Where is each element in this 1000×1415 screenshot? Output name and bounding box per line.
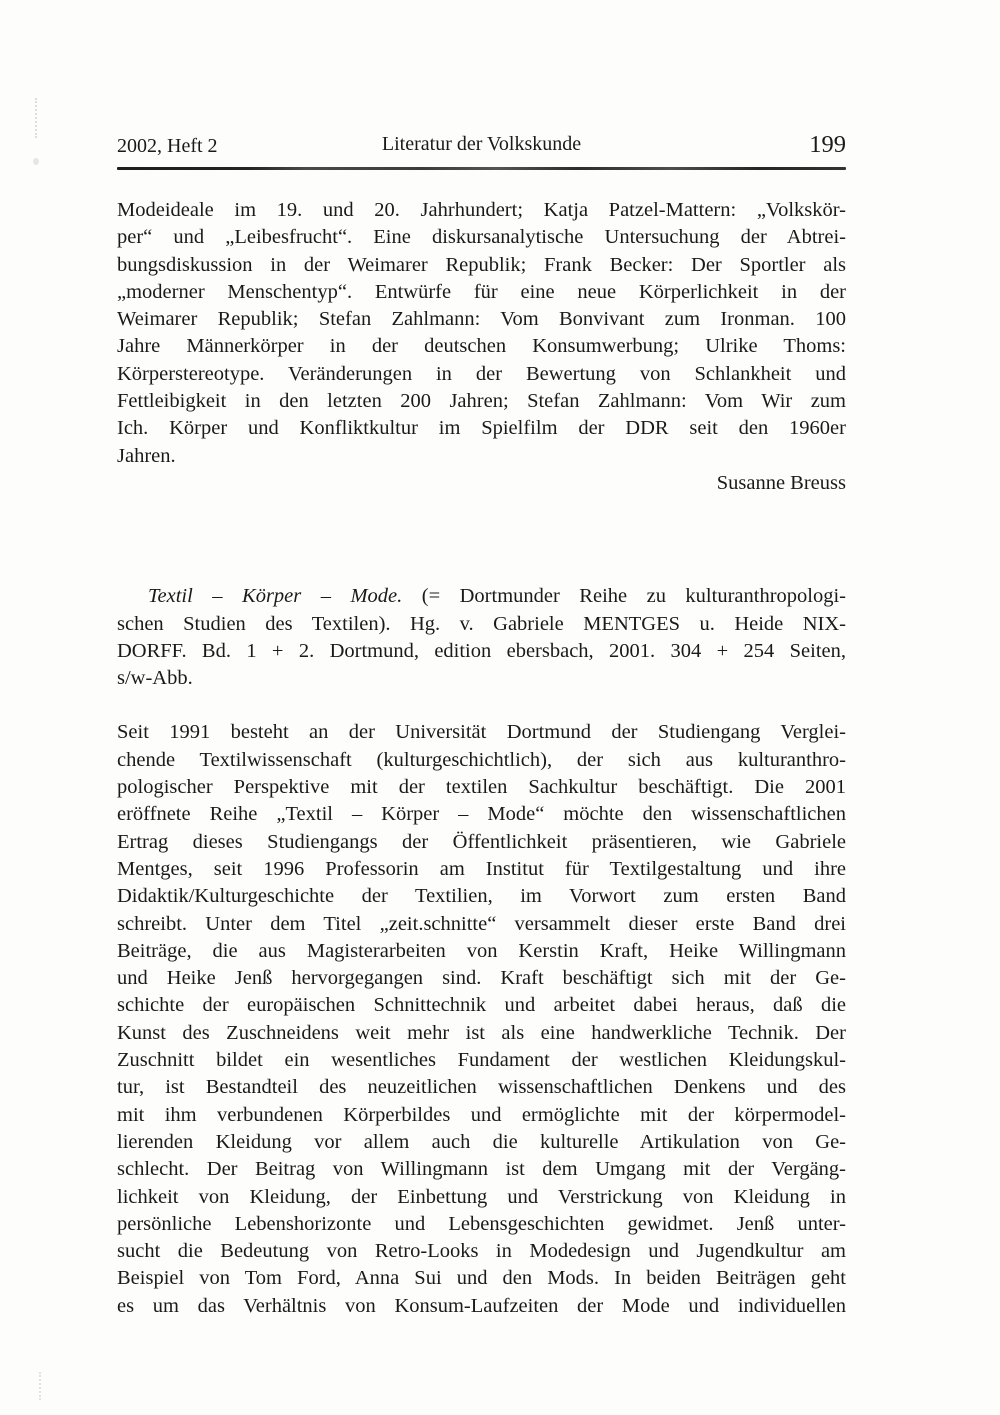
running-title: Literatur der Volkskunde <box>381 133 582 155</box>
book-citation <box>117 583 846 692</box>
text-line: Fettleibigkeit in den letzten 200 Jahren; Stefan Zahlmann: Vom Wir zum <box>117 390 846 413</box>
citation-line: DORFF. Bd. 1 + 2. Dortmund, edition ebersbach, 2001. 304 + 254 Seiten, <box>117 639 846 662</box>
citation-line: schen Studien des Textilen). Hg. v. Gabriele MENTGES u. Heide NIX- <box>117 612 846 635</box>
text-line: Ich. Körper und Konfliktkultur im Spielfilm der DDR seit den 1960er <box>117 417 846 440</box>
text-line: und Heike Jenß hervorgegangen sind. Kraft beschäftigt sich mit der Ge- <box>117 967 846 990</box>
text-line: schlecht. Der Beitrag von Willingmann ist dem Umgang mit der Vergäng- <box>117 1158 846 1181</box>
page-number: 199 <box>809 131 846 158</box>
text-line: lichkeit von Kleidung, der Einbettung und Verstrickung von Kleidung in <box>117 1185 846 1208</box>
text-line: Jahre Männerkörper in der deutschen Konsumwerbung; Ulrike Thoms: <box>117 335 846 358</box>
scan-artifact <box>39 1372 41 1400</box>
scan-artifact <box>33 158 39 165</box>
book-title: Textil – Körper – Mode. <box>148 585 403 608</box>
text-line: Zuschnitt bildet ein wesentliches Fundament der westlichen Kleidungskul- <box>117 1049 846 1072</box>
text-line: bungsdiskussion in der Weimarer Republik; Frank Becker: Der Sportler als <box>117 253 846 276</box>
journal-issue: 2002, Heft 2 <box>117 135 218 157</box>
text-line: mit ihm verbundenen Körperbildes und ermöglichte mit der körpermodel- <box>117 1103 846 1126</box>
text-line: persönliche Lebenshorizonte und Lebensgeschichten gewidmet. Jenß unter- <box>117 1212 846 1235</box>
text-line: eröffnete Reihe „Textil – Körper – Mode“ möchte den wissenschaftlichen <box>117 803 846 826</box>
citation-rest-lines <box>117 611 846 693</box>
page-header <box>117 133 846 158</box>
review-body-paragraph <box>117 719 846 1320</box>
citation-first-line <box>117 583 846 610</box>
text-line: Beispiel von Tom Ford, Anna Sui und den Mods. In beiden Beiträgen geht <box>117 1267 846 1290</box>
text-line: „moderner Menschentyp“. Entwürfe für eine neue Körperlichkeit in der <box>117 280 846 303</box>
text-line: sucht die Bedeutung von Retro-Looks in Modedesign und Jugendkultur am <box>117 1240 846 1263</box>
text-line: Didaktik/Kulturgeschichte der Textilien, im Vorwort zum ersten Band <box>117 885 846 908</box>
text-line: Körperstereotype. Veränderungen in der Bewertung von Schlankheit und <box>117 362 846 385</box>
previous-review-paragraph <box>117 197 846 470</box>
header-rule <box>117 167 846 170</box>
text-line: schichte der europäischen Schnittechnik und arbeitet dabei heraus, daß die <box>117 994 846 1017</box>
text-line: pologischer Perspektive mit der textilen Sachkultur beschäftigt. Die 2001 <box>117 776 846 799</box>
reviewer-signature: Susanne Breuss <box>716 471 846 494</box>
text-line: Ertrag dieses Studiengangs der Öffentlichkeit präsentieren, wie Gabriele <box>117 830 846 853</box>
text-line: Kunst des Zuschneidens weit mehr ist als eine handwerkliche Technik. Der <box>117 1021 846 1044</box>
citation-line: s/w-Abb. <box>117 667 193 690</box>
citation-series-text: (= Dortmunder Reihe zu kulturanthropologi- <box>402 585 846 608</box>
text-line: chende Textilwissenschaft (kulturgeschichtlich), der sich aus kulturanthro- <box>117 748 846 771</box>
text-line: Modeideale im 19. und 20. Jahrhundert; Katja Patzel-Mattern: „Volkskör- <box>117 199 846 221</box>
text-line: lierenden Kleidung vor allem auch die kulturelle Artikulation von Ge- <box>117 1130 846 1153</box>
scan-artifact <box>35 98 37 138</box>
text-line: per“ und „Leibesfrucht“. Eine diskursanalytische Untersuchung der Abtrei- <box>117 226 846 249</box>
text-line: Mentges, seit 1996 Professorin am Institut für Textilgestaltung und ihre <box>117 857 846 880</box>
text-line: Weimarer Republik; Stefan Zahlmann: Vom Bonvivant zum Ironman. 100 <box>117 308 846 331</box>
text-line: es um das Verhältnis von Konsum-Laufzeiten der Mode und individuellen <box>117 1294 846 1317</box>
text-block <box>117 0 846 1320</box>
text-line: Beiträge, die aus Magisterarbeiten von Kerstin Kraft, Heike Willingmann <box>117 939 846 962</box>
text-line: tur, ist Bestandteil des neuzeitlichen wissenschaftlichen Denkens und des <box>117 1076 846 1099</box>
text-line: Jahren. <box>117 444 176 467</box>
text-line: Seit 1991 besteht an der Universität Dortmund der Studiengang Verglei- <box>117 721 846 744</box>
text-line: schreibt. Unter dem Titel „zeit.schnitte“ versammelt dieser erste Band drei <box>117 912 846 935</box>
